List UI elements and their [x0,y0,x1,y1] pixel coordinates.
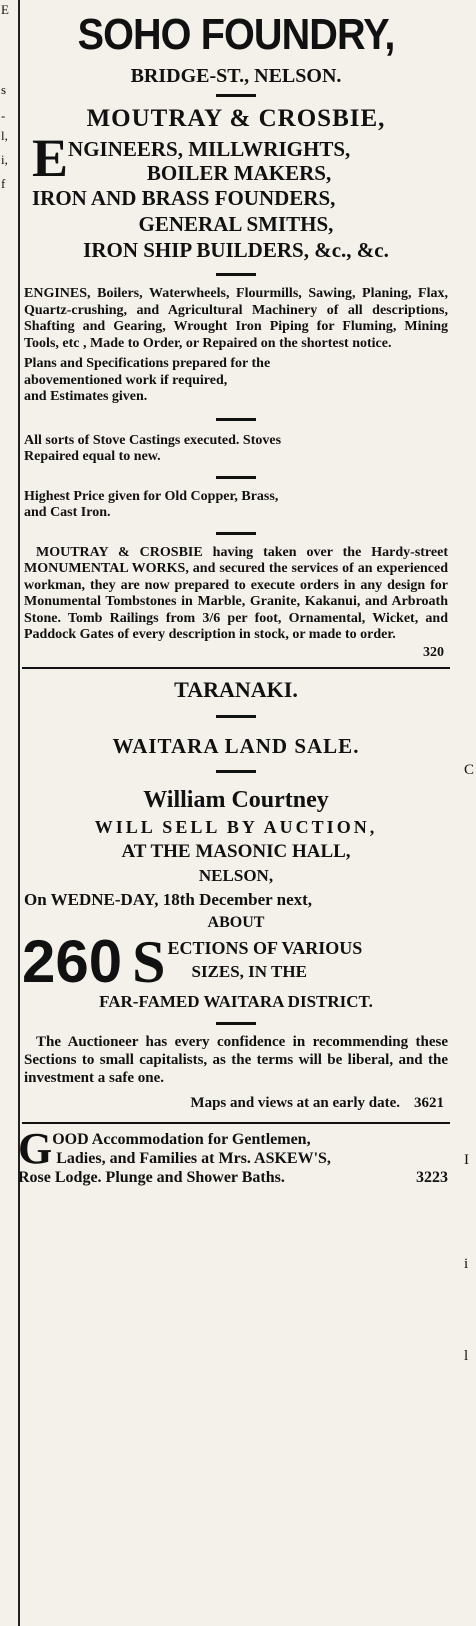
ad-subheading: WAITARA LAND SALE. [112,733,360,758]
gutter-char: s [1,82,7,97]
trade-line: NGINEERS, MILLWRIGHTS, [68,137,351,161]
trade-line: GENERAL SMITHS, [138,212,334,236]
left-gutter [0,0,14,1626]
notice-line [18,1168,450,1188]
ad-number: 3621 [414,1094,444,1111]
paragraph: Plans and Specifications prepared for the [24,356,271,371]
ad-heading: TARANAKI. [174,676,298,702]
right-gutter [462,0,476,1626]
sections-heading [22,927,450,995]
paragraph: and Estimates given. [24,389,148,404]
notice-text: Rose Lodge. Plunge and Shower Baths. [18,1168,285,1186]
waitara-land-sale-ad [22,675,450,1112]
ad-number: 320 [423,644,444,660]
big-number: 260 [22,927,123,995]
advert-column [18,0,450,1626]
drop-cap: S [132,928,166,995]
divider [216,418,256,421]
paragraph: Repaired equal to new. [24,449,161,464]
gutter-char: i, [1,152,8,167]
sections-line: SIZES, IN THE [191,961,307,981]
divider [216,770,256,773]
rose-lodge-ad [18,1123,450,1188]
divider [216,715,256,718]
divider [216,532,256,535]
divider [216,273,256,276]
divider [216,94,256,97]
paragraph: abovementioned work if required, [24,372,228,388]
gutter-char: - [1,108,6,123]
district-line: FAR-FAMED WAITARA DISTRICT. [99,991,373,1011]
divider [216,1022,256,1025]
firm-name: MOUTRAY & CROSBIE, [86,105,386,132]
notice-line: ABOUT [207,913,265,931]
ad-separator [22,667,450,669]
ad-number: 3223 [416,1168,448,1186]
auctioneer-name: William Courtney [143,786,329,813]
ad-title: SOHO FOUNDRY, [77,10,395,59]
drop-cap: E [32,128,69,188]
paragraph: The Auctioneer has every confidence in recommending these Sections to small capitalists, as the terms will be liberal, and the investment a safe one. [24,1033,448,1086]
notice-line: WILL SELL BY AUCTION, [94,816,378,837]
notice-line: Ladies, and Families at Mrs. ASKEW'S, [56,1149,331,1167]
column-rule [18,0,20,1626]
address: BRIDGE-ST., NELSON. [130,65,342,87]
trade-line: BOILER MAKERS, [146,161,332,185]
soho-foundry-ad [22,10,450,661]
gutter-char: i [464,1256,469,1272]
gutter-char: f [1,176,6,191]
divider [216,476,256,479]
trades-heading [22,128,450,188]
gutter-char: I [464,1152,469,1168]
trade-line: IRON SHIP BUILDERS, &c., &c. [83,238,389,262]
paragraph: and Cast Iron. [24,505,111,520]
gutter-char: E [1,2,9,17]
maps-text: Maps and views at an early date. [190,1094,400,1111]
gutter-char: l [464,1348,469,1364]
sections-line: ECTIONS OF VARIOUS [167,937,363,958]
notice-line: AT THE MASONIC HALL, [121,840,351,862]
trade-line: IRON AND BRASS FOUNDERS, [32,186,336,210]
notice-line: OOD Accommodation for Gentlemen, [52,1130,311,1148]
notice-line: On WEDNE-DAY, 18th December next, [24,889,313,909]
paragraph: ENGINES, Boilers, Waterwheels, Flourmills, Sawing, Planing, Flax, Quartz-crushing, and Agricultural Machinery of all descriptions, Shafting and Gearing, Wrought Iron Piping for Fluming, Mining Tools, etc , Made to Order, or Repaired on the shortest notice. [24,286,448,351]
paragraph: Highest Price given for Old Copper, Brass, [24,488,279,504]
ad-separator [22,1122,450,1124]
maps-line [22,1095,444,1112]
paragraph: MOUTRAY & CROSBIE having taken over the Hardy-street MONUMENTAL WORKS, and secured the services of an experienced workman, they are now prepared to execute orders in any design for Monumental Tombstones in Marble, Granite, Kakanui, and Arbroath Stone. Tomb Railings from 3/6 per foot, Ornamental, Wicket, and Paddock Gates of every description in stock, or made to order. [24,544,448,642]
accommodation-notice [18,1123,450,1173]
paragraph: All sorts of Stove Castings executed. Stoves [24,432,282,448]
gutter-char: l, [1,128,8,143]
drop-cap: G [18,1123,53,1173]
notice-line: NELSON, [198,865,274,885]
gutter-char: C [464,762,475,778]
